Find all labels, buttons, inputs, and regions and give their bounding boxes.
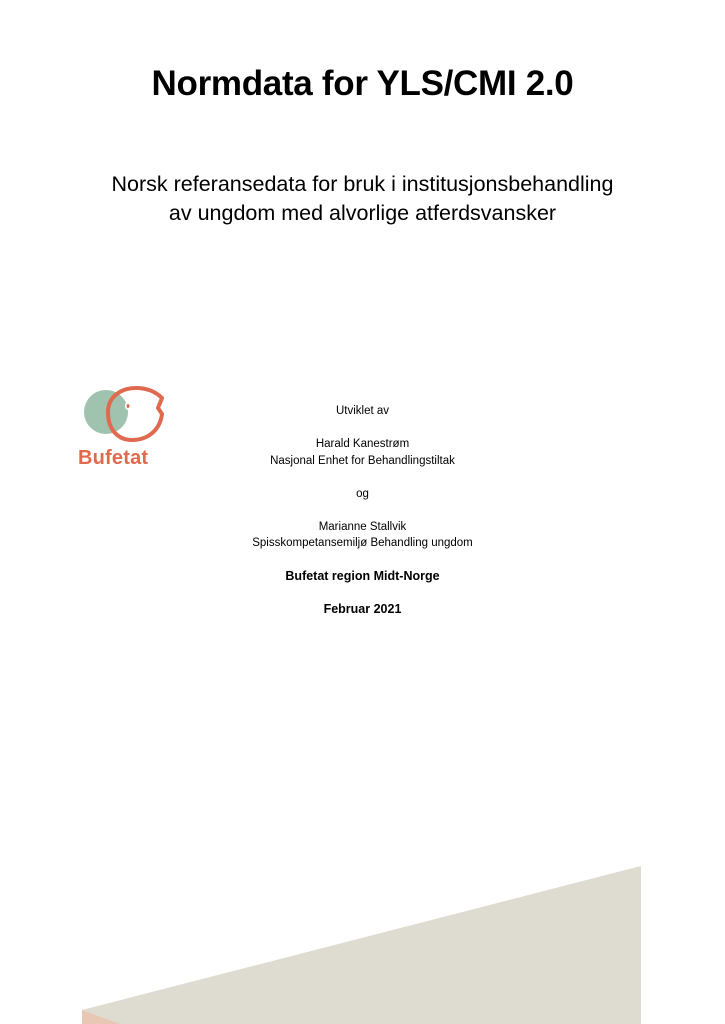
- author-2-name: Marianne Stallvik: [318, 520, 407, 533]
- author-1-name: Harald Kanestrøm: [315, 438, 410, 450]
- developed-by-label: Utviklet av: [335, 405, 390, 417]
- author-2-unit: Spisskompetansemiljø Behandling ungdom: [252, 537, 473, 549]
- subtitle-line-2: av ungdom med alvorlige atferdsvansker: [168, 201, 557, 225]
- publication-date: Februar 2021: [323, 602, 402, 616]
- document-subtitle: [0, 170, 725, 228]
- subtitle-line-1: Norsk referansedata for bruk i institusjonsbehandling: [111, 172, 614, 196]
- credits-block: [0, 403, 725, 618]
- corner-shape: [82, 1010, 120, 1024]
- bufetat-logo-text: Bufetat: [78, 447, 149, 469]
- conjunction-text: og: [356, 487, 369, 500]
- organization-name: Bufetat region Midt-Norge: [285, 569, 440, 583]
- author-1-unit: Nasjonal Enhet for Behandlingstiltak: [270, 454, 455, 467]
- document-title: Normdata for YLS/CMI 2.0: [151, 64, 574, 103]
- triangle-shape: [82, 866, 641, 1024]
